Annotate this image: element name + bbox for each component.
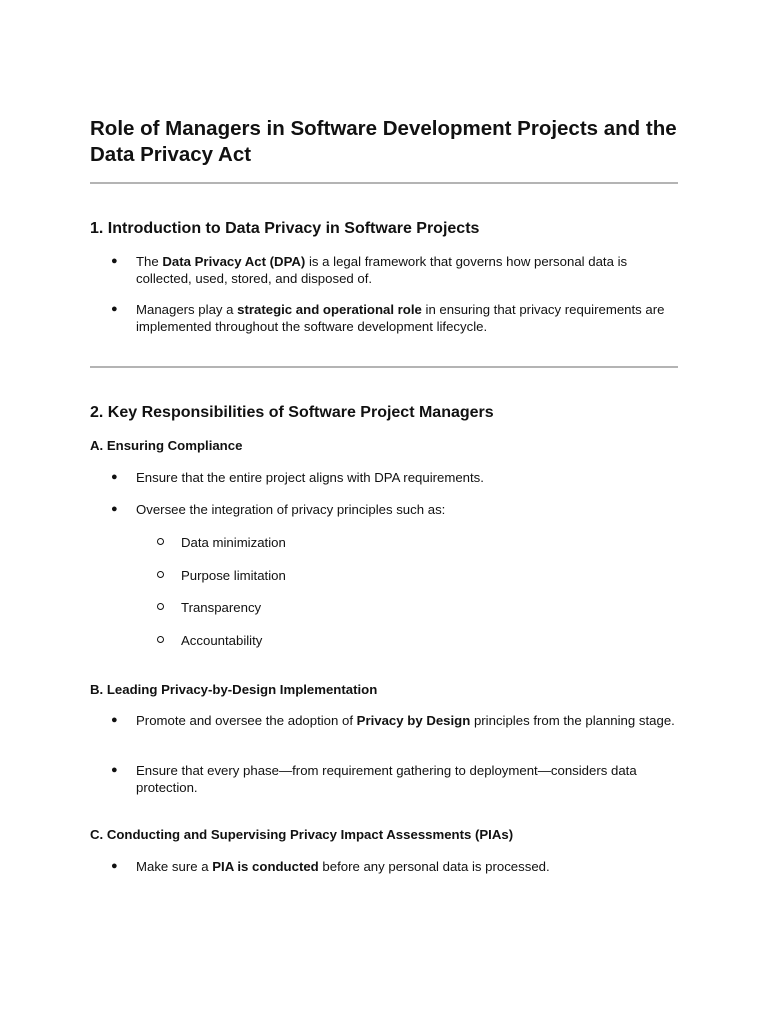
list-item: ● Ensure that every phase—from requirement gathering to deployment—considers data protection. <box>111 763 637 795</box>
list-item: ● The Data Privacy Act (DPA) is a legal framework that governs how personal data is collected, used, stored, and disposed of. <box>111 254 628 286</box>
sub-list-item: Accountability <box>181 632 661 649</box>
list-item: ● Make sure a PIA is conducted before any personal data is processed. <box>111 859 550 874</box>
bold-term: PIA is conducted <box>212 859 319 874</box>
sub-list-item: Purpose limitation <box>181 567 661 584</box>
list-item: ● Ensure that the entire project aligns with DPA requirements. <box>111 470 484 485</box>
circle-bullet-icon <box>157 538 164 545</box>
section-2-heading: 2. Key Responsibilities of Software Project Managers <box>90 404 494 421</box>
sub-list-item: Transparency <box>181 599 661 616</box>
bold-term: Data Privacy Act (DPA) <box>162 254 306 269</box>
bullet-icon: ● <box>111 255 118 267</box>
bold-term: Privacy by Design <box>356 713 471 728</box>
bullet-icon: ● <box>111 764 118 776</box>
bullet-icon: ● <box>111 503 118 515</box>
list-item: ● Oversee the integration of privacy principles such as: <box>111 502 446 517</box>
bullet-icon: ● <box>111 303 118 315</box>
subsection-c-heading: C. Conducting and Supervising Privacy Impact Assessments (PIAs) <box>90 827 514 842</box>
subsection-a-heading: A. Ensuring Compliance <box>90 438 243 453</box>
subsection-b-heading: B. Leading Privacy-by-Design Implementation <box>90 682 378 697</box>
horizontal-rule <box>90 366 678 368</box>
list-item: ● Promote and oversee the adoption of Privacy by Design principles from the planning stage. <box>111 713 675 728</box>
bullet-icon: ● <box>111 860 118 872</box>
sub-list-item: Data minimization <box>181 534 661 551</box>
document-title: Role of Managers in Software Development Projects and the Data Privacy Act <box>90 117 677 166</box>
bullet-icon: ● <box>111 471 118 483</box>
circle-bullet-icon <box>157 636 164 643</box>
circle-bullet-icon <box>157 603 164 610</box>
horizontal-rule <box>90 182 678 184</box>
section-1-heading: 1. Introduction to Data Privacy in Software Projects <box>90 220 480 237</box>
list-item: ● Managers play a strategic and operational role in ensuring that privacy requirements are implemented throughout the software development lifecycle. <box>111 302 665 334</box>
bullet-icon: ● <box>111 714 118 726</box>
bold-term: strategic and operational role <box>237 302 422 317</box>
circle-bullet-icon <box>157 571 164 578</box>
